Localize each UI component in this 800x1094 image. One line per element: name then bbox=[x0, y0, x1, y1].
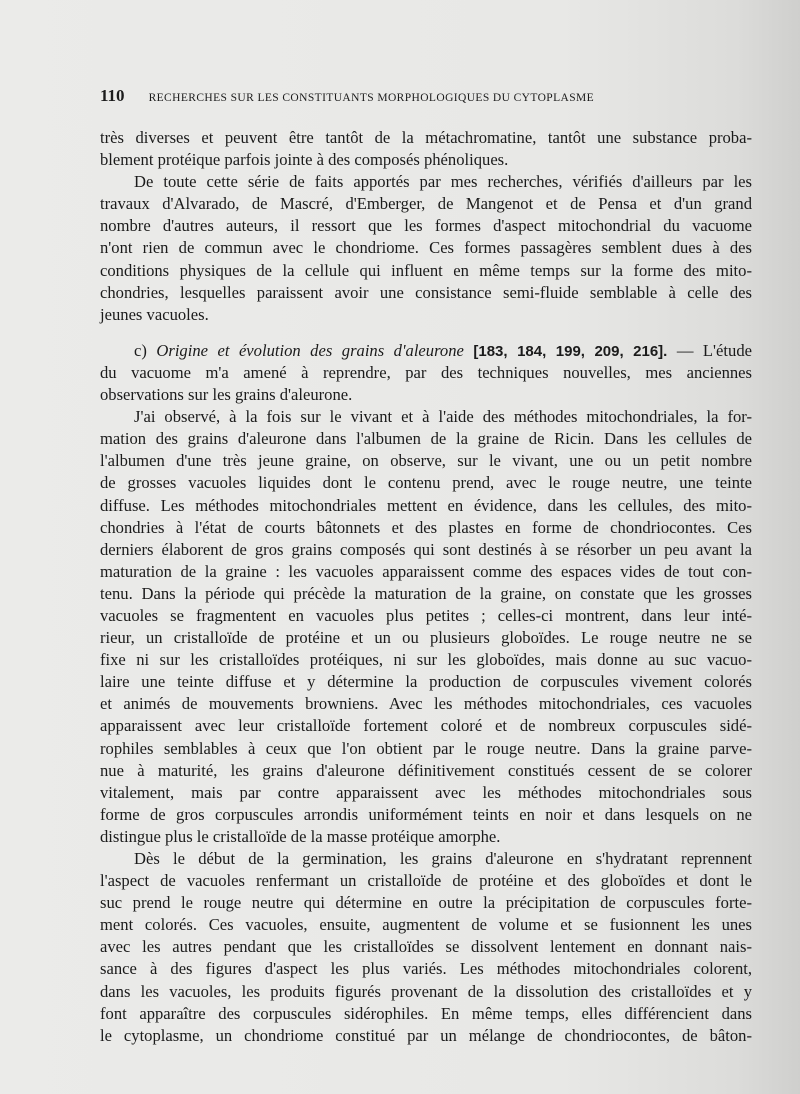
page-number: 110 bbox=[100, 86, 125, 105]
text-line: distingue plus le cristalloïde de la masse protéique amorphe. bbox=[100, 826, 501, 846]
section-c bbox=[100, 340, 752, 406]
text-line: apparaissent avec leur cristalloïde fortement coloré et de nombreux corpuscules sidé- bbox=[100, 716, 752, 736]
reference-numbers: [183, 184, 199, 209, 216]. bbox=[473, 342, 668, 360]
text-line: travaux d'Alvarado, de Mascré, d'Emberger, de Mangenot et de Pensa et d'un grand bbox=[100, 194, 752, 214]
section-spacer bbox=[100, 326, 752, 340]
paragraph bbox=[100, 848, 752, 1047]
text-line: rophiles semblables à ceux que l'on obtient par le rouge neutre. Dans la graine parve- bbox=[100, 738, 752, 758]
section-heading-line bbox=[100, 340, 752, 362]
text-line: maturation de la graine : les vacuoles apparaissent comme des espaces vides de tout con- bbox=[100, 561, 752, 581]
text-line: chondries à l'état de courts bâtonnets et des plastes en forme de chondriocontes. Ces bbox=[100, 517, 752, 537]
text-line: l'aspect de vacuoles renfermant un cristalloïde de protéine et des globoïdes et dont le bbox=[100, 871, 752, 891]
paragraph bbox=[100, 171, 752, 326]
section-label: c) bbox=[134, 340, 157, 360]
text-line: nue à maturité, les grains d'aleurone définitivement constitués cessent de se colorer bbox=[100, 760, 752, 780]
text-line: laire une teinte diffuse et y détermine la production de corpuscules vivement colorés bbox=[100, 672, 752, 692]
text-line: Dès le début de la germination, les grains d'aleurone en s'hydratant reprennent bbox=[134, 849, 752, 868]
text-line: vacuoles se fragmentent en vacuoles plus petites ; celles-ci montrent, dans leur inté- bbox=[100, 605, 752, 625]
text-line: tenu. Dans la période qui précède la maturation de la graine, on constate que les grosses bbox=[100, 583, 752, 603]
text-line: du vacuome m'a amené à reprendre, par des techniques nouvelles, mes anciennes bbox=[100, 362, 752, 382]
text-line: sance à des figures d'aspect les plus variés. Les méthodes mitochondriales colorent, bbox=[100, 959, 752, 979]
text-line: De toute cette série de faits apportés par mes recherches, vérifiés d'ailleurs par les bbox=[134, 172, 752, 192]
text-line: mation des grains d'aleurone dans l'albumen de la graine de Ricin. Dans les cellules de bbox=[100, 429, 752, 449]
text-line: vitalement, mais par contre apparaissent avec les méthodes mitochondriales sous bbox=[100, 782, 752, 802]
text-line: rieur, un cristalloïde de protéine et un ou plusieurs globoïdes. Le rouge neutre ne se bbox=[100, 628, 752, 648]
text-line: dans les vacuoles, les produits figurés provenant de la dissolution des cristalloïdes et y bbox=[100, 981, 752, 1001]
text-line: ment colorés. Ces vacuoles, ensuite, augmentent de volume et se fusionnent les unes bbox=[100, 915, 752, 935]
running-title: RECHERCHES SUR LES CONSTITUANTS MORPHOLOGIQUES DU CYTOPLASME bbox=[148, 92, 595, 104]
text-line: chondries, lesquelles paraissent avoir une consistance semi-fluide semblable à celle des bbox=[100, 282, 752, 302]
text-line: le cytoplasme, un chondriome constitué par un mélange de chondriocontes, de bâton- bbox=[100, 1025, 752, 1045]
text-line: nombre d'autres auteurs, il ressort que les formes d'aspect mitochondrial du vacuome bbox=[100, 216, 752, 236]
text-line: très diverses et peuvent être tantôt de la métachromatine, tantôt une substance proba- bbox=[100, 128, 752, 147]
text-line: J'ai observé, à la fois sur le vivant et à l'aide des méthodes mitochondriales, la for- bbox=[134, 407, 752, 427]
body-text bbox=[100, 127, 752, 1047]
paragraph bbox=[100, 406, 752, 848]
text-line: l'albumen d'une très jeune graine, on observe, sur le vivant, une ou un petit nombre bbox=[100, 451, 752, 471]
section-title: Origine et évolution des grains d'aleurone bbox=[156, 340, 464, 360]
text-line: derniers élaborent de gros grains composés qui sont destinés à se résorber un peu avant la bbox=[100, 539, 752, 559]
text-line: conditions physiques de la cellule qui influent en même temps sur la forme des mito- bbox=[100, 260, 752, 280]
text-line: blement protéique parfois jointe à des composés phénoliques. bbox=[100, 150, 509, 170]
heading-continuation: — L'étude bbox=[667, 340, 752, 360]
text-line: forme de gros corpuscules arrondis uniformément teints en noir et dans lesquels on ne bbox=[100, 804, 752, 824]
text-line: suc prend le rouge neutre qui détermine en outre la précipitation de corpuscules forte- bbox=[100, 893, 752, 913]
page-header bbox=[100, 86, 660, 106]
text-line: diffuse. Les méthodes mitochondriales mettent en évidence, dans les cellules, des mito- bbox=[100, 495, 752, 515]
text-line: et animés de mouvements browniens. Avec les méthodes mitochondriales, ces vacuoles bbox=[100, 694, 752, 714]
paragraph bbox=[100, 127, 752, 171]
text-line: observations sur les grains d'aleurone. bbox=[100, 385, 353, 405]
text-line: n'ont rien de commun avec le chondriome. Ces formes passagères semblent dues à des bbox=[100, 238, 752, 258]
text-line: avec les autres pendant que les cristalloïdes se dissolvent lentement en donnant nais- bbox=[100, 937, 752, 957]
text-line: fixe ni sur les cristalloïdes protéiques, ni sur les globoïdes, mais donne au suc vacuo- bbox=[100, 650, 752, 670]
text-line: jeunes vacuoles. bbox=[100, 304, 209, 324]
text-line: font apparaître des corpuscules sidérophiles. En même temps, elles différencient dans bbox=[100, 1003, 752, 1023]
text-line: de grosses vacuoles liquides dont le contenu prend, avec le rouge neutre, une teinte bbox=[100, 473, 752, 493]
